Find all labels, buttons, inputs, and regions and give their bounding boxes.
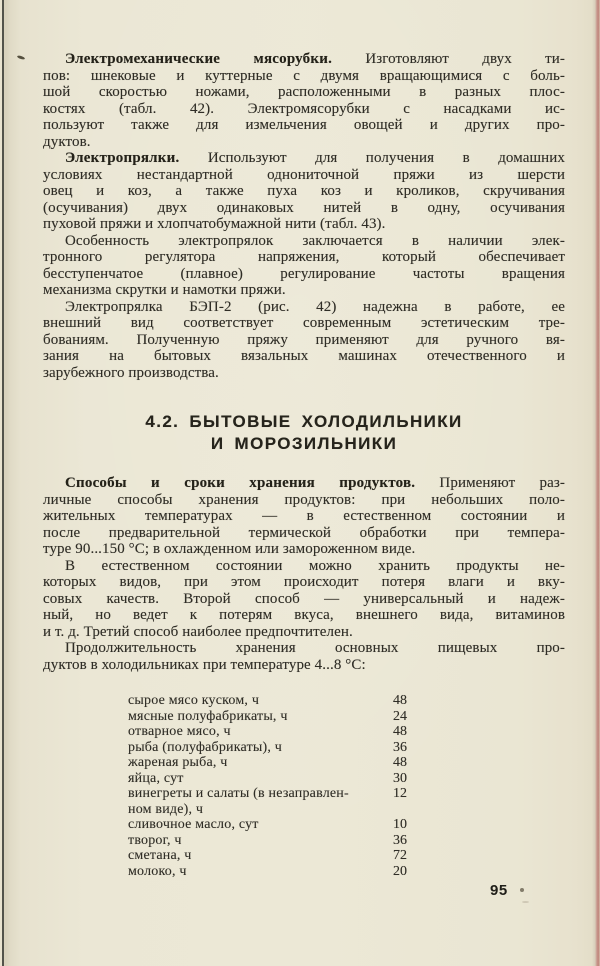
text-line: (осучивания) двух одинаковых нитей в одну, осучивания (43, 199, 565, 216)
text-line: Способы и сроки хранения продуктов. Применяют раз- (65, 475, 566, 491)
text-line: Электропрялка БЭП-2 (рис. 42) надежна в работе, ее (65, 298, 565, 315)
text-line: пуховой пряжи и хлопчатобумажной нити (табл. 43). (43, 216, 386, 232)
storage-row-label: сметана, ч (128, 848, 192, 863)
text-line: дуктов в холодильниках при температуре 4...8 °C: (43, 656, 366, 673)
storage-row-value: 30 (393, 770, 407, 786)
storage-row (43, 864, 565, 880)
storage-row (43, 740, 565, 756)
text-line: пользуют также для измельчения овощей и других про- (43, 117, 565, 133)
page-number: 95 (490, 882, 508, 899)
storage-row-value: 24 (393, 708, 407, 724)
storage-row (43, 786, 565, 817)
storage-row-value: 48 (393, 693, 407, 708)
text-line: Электропрялки. Используют для получения в домашних (65, 150, 565, 166)
text-line: бесступенчатое (плавное) регулирование частоты вращения (43, 265, 565, 282)
paragraph (43, 640, 565, 673)
text-line: шой скоростью ножами, расположенными в разных плос- (43, 84, 565, 100)
storage-row-value: 36 (393, 832, 407, 848)
section-heading-line-1: 4.2. БЫТОВЫЕ ХОЛОДИЛЬНИКИ (145, 412, 463, 431)
text-line: Электромеханические мясорубки. Изготовляют двух ти- (65, 51, 565, 67)
text-line: условиях нестандартной однониточной пряжи из шерсти (43, 166, 565, 183)
paragraph (43, 233, 565, 299)
text-line: костях (табл. 42). Электромясорубки с насадками ис- (43, 100, 565, 117)
paper-speck (522, 901, 529, 903)
paragraph (43, 299, 565, 382)
storage-row (43, 833, 565, 849)
paper-speck (520, 888, 524, 892)
appliances-paragraphs (43, 51, 565, 381)
section-heading-line-2: И МОРОЗИЛЬНИКИ (210, 434, 398, 453)
text-line: зарубежного производства. (43, 364, 219, 381)
text-line: которых видов, при этом происходит потеря влаги и вку- (43, 574, 565, 590)
storage-row-label: отварное мясо, ч (128, 724, 231, 739)
text-line: овец и коз, а также пуха коз и кроликов, скручивания (43, 183, 565, 199)
text-column (43, 51, 565, 879)
text-line: пов: шнековые и куттерные с двумя вращающимися с боль- (43, 67, 565, 84)
text-line: бованиям. Полученную пряжу применяют для ручного вя- (43, 331, 565, 348)
text-line: совых качеств. Второй способ — универсальный и надеж- (43, 590, 565, 607)
text-line: после предварительной термической обработки при темпера- (43, 524, 565, 541)
text-line: и т. д. Третий способ наиболее предпочтителен. (43, 623, 353, 640)
page-left-edge-shadow (0, 0, 10, 966)
paragraph (43, 150, 565, 233)
text-line: механизма скрутки и намотки пряжи. (43, 282, 286, 298)
text-line: туре 90...150 °C; в охлажденном или замороженном виде. (43, 541, 416, 557)
storage-row-value: 72 (393, 848, 407, 863)
storage-row-value: 36 (393, 739, 407, 755)
section-heading (43, 411, 565, 455)
storage-row-label: сливочное масло, сут (128, 817, 259, 832)
storage-paragraphs (43, 475, 565, 673)
storage-row (43, 693, 565, 709)
storage-row-label: молоко, ч (128, 863, 187, 879)
paragraph (43, 51, 565, 150)
storage-row-value: 12 (393, 786, 407, 801)
storage-row (43, 771, 565, 787)
text-line: Особенность электропрялок заключается в наличии элек- (65, 232, 565, 249)
storage-row (43, 848, 565, 864)
storage-row-label: винегреты и салаты (в незаправлен- ном виде), ч (128, 786, 349, 817)
text-line: внешний вид соответствует современным эстетическим тре- (43, 315, 565, 331)
text-line: жительных температурах — в естественном состоянии и (43, 508, 565, 524)
storage-row-value: 10 (393, 817, 407, 832)
storage-row-label: жареная рыба, ч (128, 755, 228, 770)
paper-speck (17, 55, 26, 60)
storage-row-value: 20 (393, 863, 407, 879)
storage-duration-list (43, 693, 565, 879)
storage-row-label: яйца, сут (128, 770, 184, 786)
storage-row-label: творог, ч (128, 832, 182, 848)
text-line: Продолжительность хранения основных пищевых про- (65, 640, 565, 656)
text-line: личные способы хранения продуктов: при небольших поло- (43, 491, 565, 508)
storage-row (43, 817, 565, 833)
storage-row-value: 48 (393, 724, 407, 739)
storage-row (43, 709, 565, 725)
paragraph (43, 558, 565, 641)
storage-row-label: сырое мясо куском, ч (128, 693, 260, 708)
storage-row-label: рыба (полуфабрикаты), ч (128, 739, 283, 755)
storage-row (43, 755, 565, 771)
text-line: В естественном состоянии можно хранить продукты не- (65, 557, 565, 574)
text-line: дуктов. (43, 133, 91, 150)
storage-row-value: 48 (393, 755, 407, 770)
paragraph (43, 475, 565, 558)
page-right-edge-shadow (592, 0, 600, 966)
storage-row (43, 724, 565, 740)
text-line: зания на бытовых вязальных машинах отечественного и (43, 348, 565, 364)
text-line: ный, но ведет к потерям вкуса, внешнего вида, витаминов (43, 607, 565, 623)
storage-row-label: мясные полуфабрикаты, ч (128, 708, 288, 724)
text-line: тронного регулятора напряжения, который обеспечивает (43, 249, 565, 265)
